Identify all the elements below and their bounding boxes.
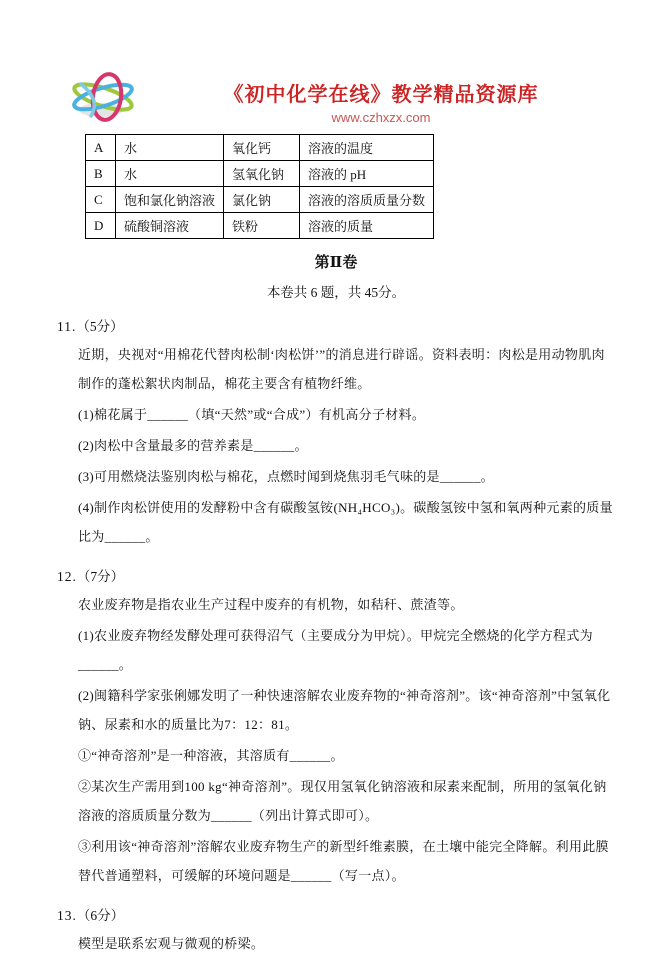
question-points: （7分） xyxy=(76,569,125,584)
question-number: 13. xyxy=(57,908,77,923)
table-cell: B xyxy=(86,161,116,187)
site-header xyxy=(61,70,615,128)
question-part: (2)肉松中含量最多的营养素是______。 xyxy=(78,438,308,453)
header-text-block xyxy=(147,70,615,125)
table-cell: 氯化钠 xyxy=(224,187,300,213)
question-13 xyxy=(57,905,615,958)
table-row xyxy=(86,161,434,187)
question-intro: 模型是联系宏观与微观的桥梁。 xyxy=(78,936,265,951)
question-part: (3)可用燃烧法鉴别肉松与棉花，点燃时闻到烧焦羽毛气味的是______。 xyxy=(78,469,494,484)
question-head xyxy=(57,566,615,588)
table-row xyxy=(86,213,434,239)
question-part: (2)闽籍科学家张俐娜发明了一种快速溶解农业废弃物的“神奇溶剂”。该“神奇溶剂”中氢氧化钠、尿素和水的质量比为7：12：81。 xyxy=(78,688,611,732)
question-number: 12. xyxy=(57,569,77,584)
question-intro: 近期，央视对“用棉花代替肉松制‘肉松饼’”的消息进行辟谣。资料表明：肉松是用动物肌肉制作的蓬松絮状肉制品，棉花主要含有植物纤维。 xyxy=(78,347,605,391)
table-cell: 溶液的质量 xyxy=(300,213,434,239)
question-part: (1)棉花属于______（填“天然”或“合成”）有机高分子材料。 xyxy=(78,407,426,422)
table-row xyxy=(86,187,434,213)
question-head xyxy=(57,905,615,927)
question-11 xyxy=(57,316,615,551)
question-part: ③利用该“神奇溶剂”溶解农业废弃物生产的新型纤维素膜，在土壤中能完全降解。利用此膜替代普通塑料，可缓解的环境问题是______（写一点）。 xyxy=(78,839,609,883)
question-head xyxy=(57,316,615,338)
table-cell: 铁粉 xyxy=(224,213,300,239)
atom-logo-icon xyxy=(61,70,147,128)
table-cell: 饱和氯化钠溶液 xyxy=(116,187,224,213)
question-number: 11. xyxy=(57,319,77,334)
table-cell: D xyxy=(86,213,116,239)
table-cell: C xyxy=(86,187,116,213)
site-title: 《初中化学在线》教学精品资源库 xyxy=(223,84,539,106)
table-cell: 氧化钙 xyxy=(224,135,300,161)
table-cell: 水 xyxy=(116,135,224,161)
question-part: (4)制作肉松饼使用的发酵粉中含有碳酸氢铵(NH₄HCO₃)。碳酸氢铵中氢和氧两种元素的质量比为______。 xyxy=(78,500,613,544)
table-cell: 氢氧化钠 xyxy=(224,161,300,187)
question-part: ①“神奇溶剂”是一种溶液，其溶质有______。 xyxy=(78,748,344,763)
question-12 xyxy=(57,566,615,890)
site-url-link[interactable]: www.czhxzx.com xyxy=(331,110,431,125)
question-part: (1)农业废弃物经发酵处理可获得沼气（主要成分为甲烷）。甲烷完全燃烧的化学方程式为______。 xyxy=(78,628,593,672)
table-cell: 溶液的 pH xyxy=(300,161,434,187)
table-cell: 溶液的溶质质量分数 xyxy=(300,187,434,213)
section-title: 第Ⅱ卷 xyxy=(314,255,358,271)
table-row xyxy=(86,135,434,161)
question-part: ②某次生产需用到100 kg“神奇溶剂”。现仅用氢氧化钠溶液和尿素来配制，所用的氢氧化钠溶液的溶质质量分数为______（列出计算式即可）。 xyxy=(78,779,607,823)
table-cell: A xyxy=(86,135,116,161)
section-subtitle: 本卷共 6 题，共 45分。 xyxy=(266,285,406,300)
question-intro: 农业废弃物是指农业生产过程中废弃的有机物，如秸秆、蔗渣等。 xyxy=(78,597,464,612)
table-cell: 水 xyxy=(116,161,224,187)
question-points: （5分） xyxy=(76,319,124,334)
options-table xyxy=(85,134,434,239)
table-cell: 硫酸铜溶液 xyxy=(116,213,224,239)
table-cell: 溶液的温度 xyxy=(300,135,434,161)
question-points: （6分） xyxy=(76,908,125,923)
